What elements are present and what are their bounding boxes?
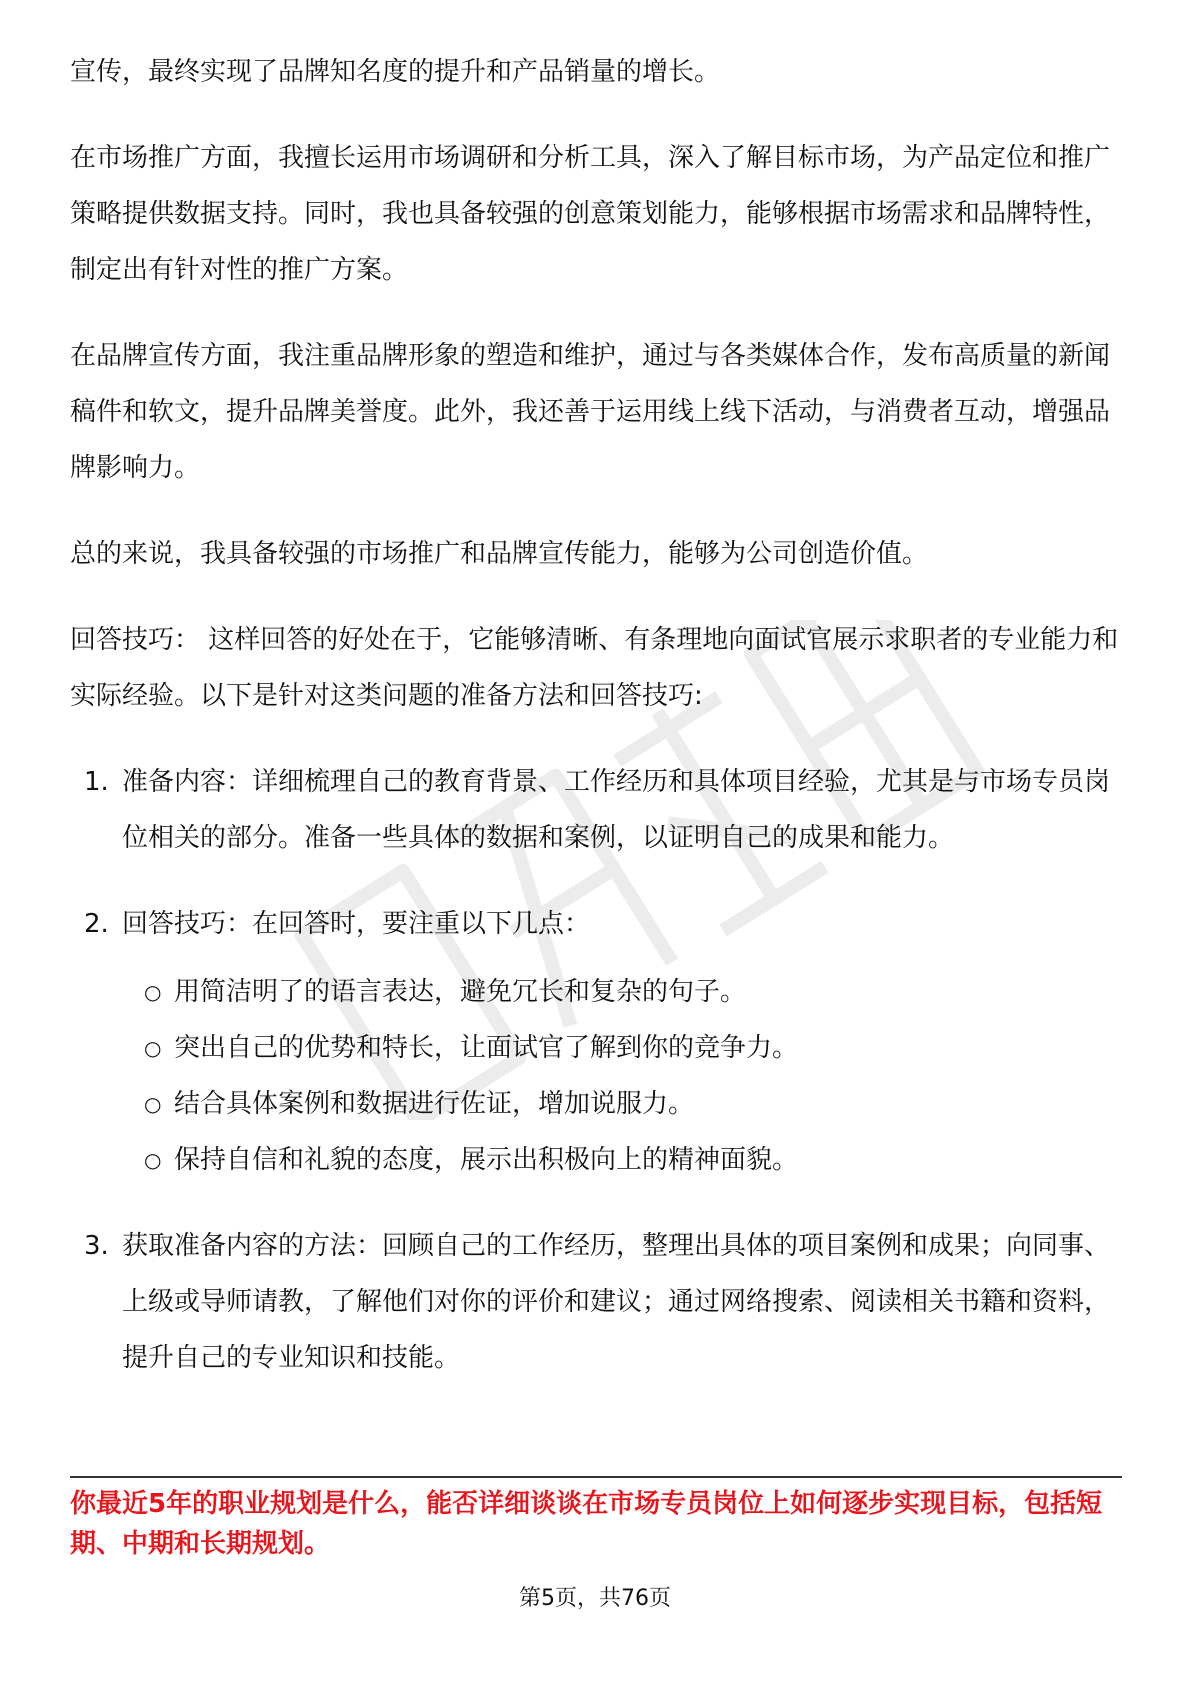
bullet-text: 用简洁明了的语言表达，避免冗长和复杂的句子。 [174,977,747,1007]
paragraph: 在市场推广方面，我擅长运用市场调研和分析工具，深入了解目标市场，为产品定位和推广策略提供数据支持。同时，我也具备较强的创意策划能力，能够根据市场需求和品牌特性，制定出有针对性的推广方案。 [70,143,1111,285]
list-item-text: 准备内容：详细梳理自己的教育背景、工作经历和具体项目经验，尤其是与市场专员岗位相关的部分。准备一些具体的数据和案例，以证明自己的成果和能力。 [122,767,1111,853]
bullet-list [122,964,1130,1188]
list-item-text: 获取准备内容的方法：回顾自己的工作经历，整理出具体的项目案例和成果；向同事、上级或导师请教，了解他们对你的评价和建议；通过网络搜索、阅读相关书籍和资料，提升自己的专业知识和技能。 [122,1231,1111,1373]
bullet-circle-icon: ○ [144,1036,162,1060]
page-footer: 第5页，共76页 [519,1586,671,1611]
list-item-text: 回答技巧：在回答时，要注重以下几点： [122,909,591,939]
list-item [70,754,1130,866]
paragraph: 总的来说，我具备较强的市场推广和品牌宣传能力，能够为公司创造价值。 [70,539,929,569]
paragraph: 宣传，最终实现了品牌知名度的提升和产品销量的增长。 [70,57,721,87]
next-question-heading: 你最近5年的职业规划是什么，能否详细谈谈在市场专员岗位上如何逐步实现目标，包括短期、中期和长期规划。 [70,1489,1103,1559]
tips-list [70,754,1130,1386]
answer-tips-paragraph: 回答技巧： 这样回答的好处在于，它能够清晰、有条理地向面试官展示求职者的专业能力和实际经验。以下是针对这类问题的准备方法和回答技巧: [70,625,1119,711]
list-number: 1. [84,767,109,797]
paragraph: 在品牌宣传方面，我注重品牌形象的塑造和维护，通过与各类媒体合作，发布高质量的新闻稿件和软文，提升品牌美誉度。此外，我还善于运用线上线下活动，与消费者互动，增强品牌影响力。 [70,341,1111,483]
divider [70,1476,1122,1478]
list-item [70,1218,1130,1386]
list-number: 3. [84,1231,109,1261]
bullet-circle-icon: ○ [144,1092,162,1116]
bullet-item [122,1076,1130,1132]
bullet-item [122,964,1130,1020]
main-content [70,44,1130,1416]
bullet-text: 保持自信和礼貌的态度，展示出积极向上的精神面貌。 [174,1145,799,1175]
list-item [70,896,1130,1188]
bullet-text: 结合具体案例和数据进行佐证，增加说服力。 [174,1089,695,1119]
bullet-item [122,1132,1130,1188]
bullet-circle-icon: ○ [144,1148,162,1172]
list-number: 2. [84,909,109,939]
bullet-circle-icon: ○ [144,980,162,1004]
bullet-item [122,1020,1130,1076]
bullet-text: 突出自己的优势和特长，让面试官了解到你的竞争力。 [174,1033,799,1063]
